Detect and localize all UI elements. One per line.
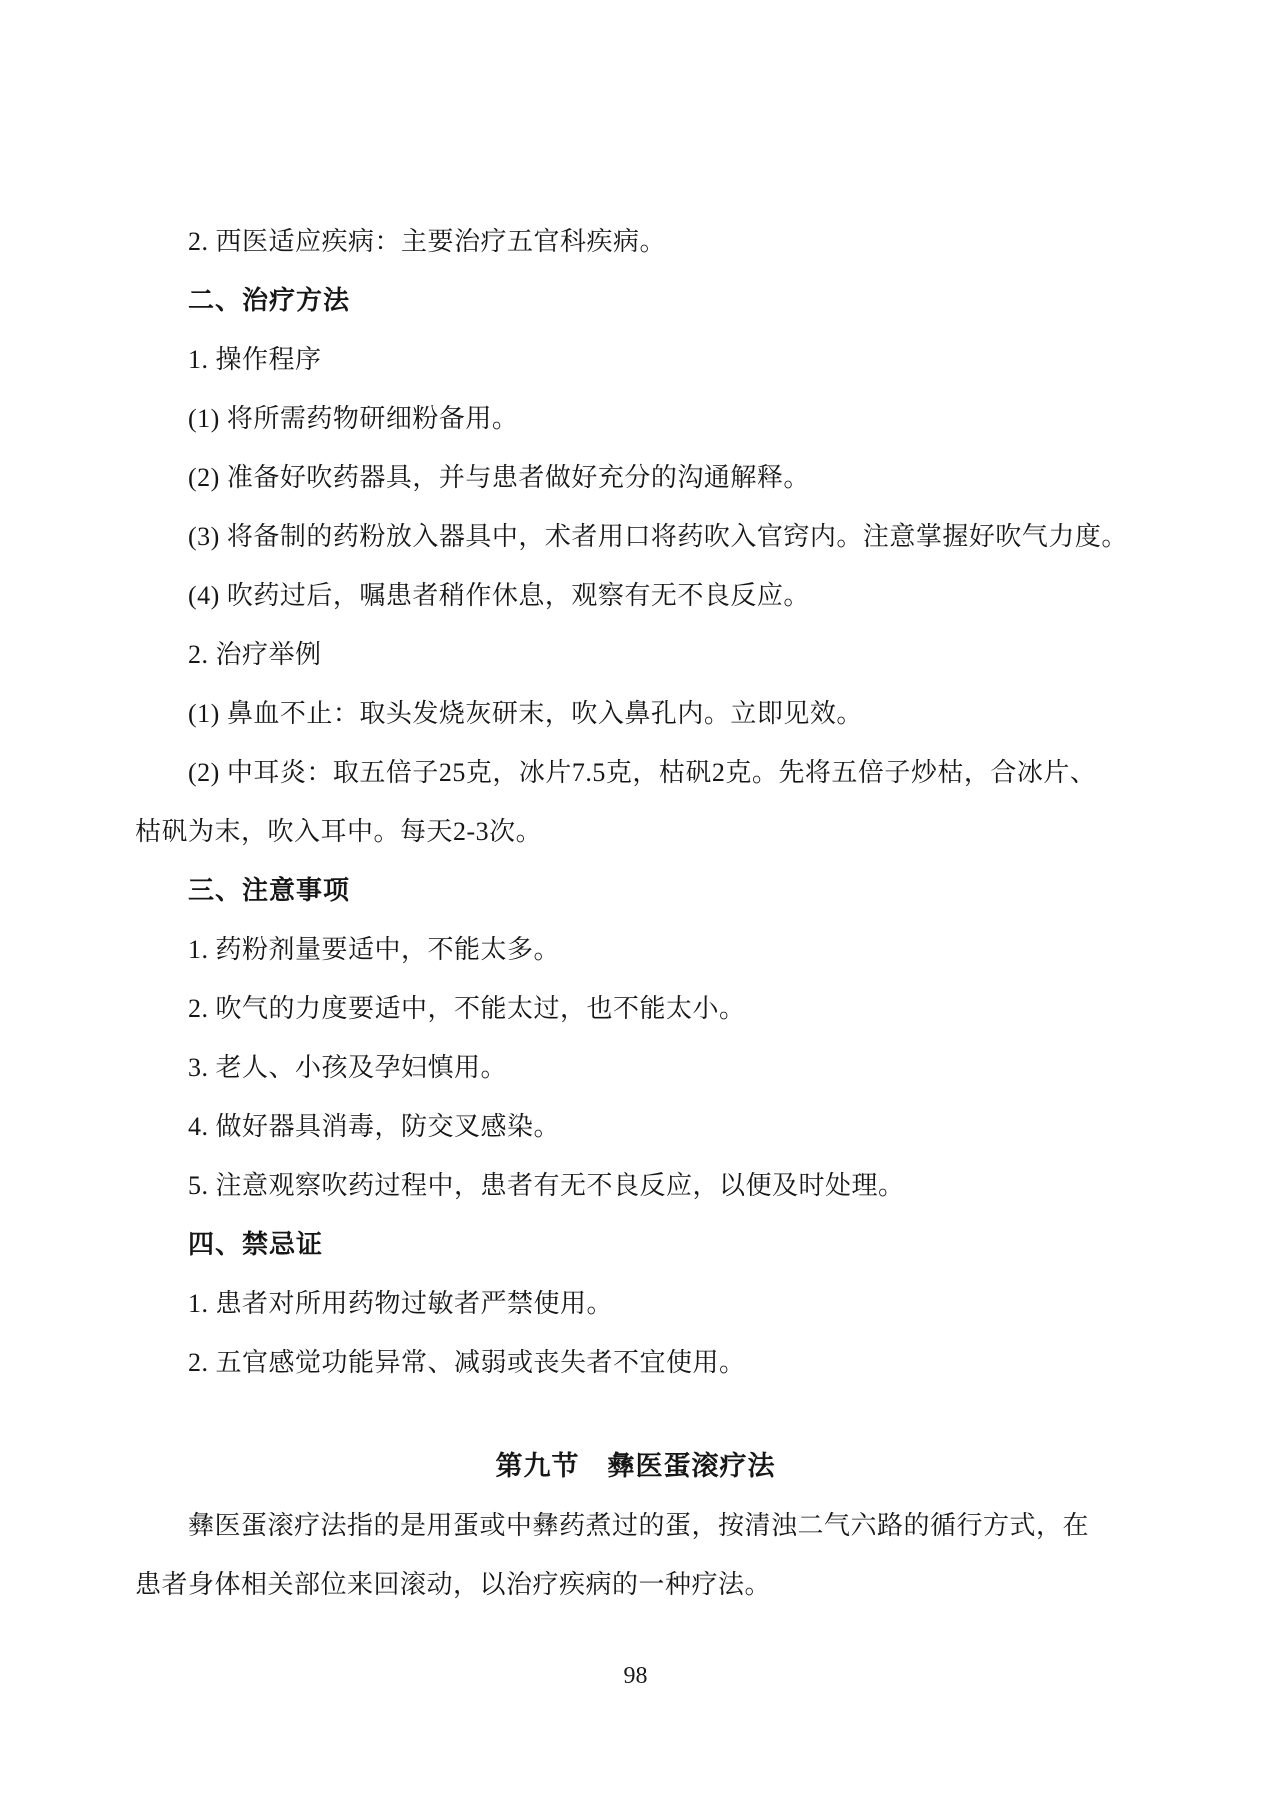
paragraph-line: 彝医蛋滚疗法指的是用蛋或中彝药煮过的蛋，按清浊二气六路的循行方式，在	[188, 1511, 1090, 1540]
chapter-title: 第九节 彝医蛋滚疗法	[495, 1451, 776, 1481]
paragraph-line: (4) 吹药过后，嘱患者稍作休息，观察有无不良反应。	[188, 581, 810, 610]
section-subheading: 二、治疗方法	[188, 285, 351, 315]
paragraph-line: (1) 鼻血不止：取头发烧灰研末，吹入鼻孔内。立即见效。	[188, 699, 863, 728]
paragraph-line: 1. 患者对所用药物过敏者严禁使用。	[188, 1289, 614, 1318]
page-number: 98	[623, 1663, 648, 1689]
paragraph-line: (2) 准备好吹药器具，并与患者做好充分的沟通解释。	[188, 463, 810, 492]
section-gap	[135, 1392, 1136, 1437]
paragraph-line: (2) 中耳炎：取五倍子25克，冰片7.5克，枯矾2克。先将五倍子炒枯，合冰片、	[188, 758, 1097, 787]
paragraph-line: 2. 西医适应疾病：主要治疗五官科疾病。	[188, 227, 667, 256]
section-subheading: 三、注意事项	[188, 875, 351, 905]
paragraph-line: 2. 五官感觉功能异常、减弱或丧失者不宜使用。	[188, 1348, 746, 1377]
paragraph-line: 患者身体相关部位来回滚动，以治疗疾病的一种疗法。	[135, 1570, 772, 1599]
section-subheading: 四、禁忌证	[188, 1229, 324, 1259]
paragraph-line: 1. 药粉剂量要适中，不能太多。	[188, 935, 561, 964]
paragraph-line: 2. 吹气的力度要适中，不能太过，也不能太小。	[188, 994, 746, 1023]
paragraph-line: 5. 注意观察吹药过程中，患者有无不良反应，以便及时处理。	[188, 1171, 905, 1200]
paragraph-line: 4. 做好器具消毒，防交叉感染。	[188, 1112, 561, 1141]
paragraph-line: 2. 治疗举例	[188, 640, 322, 669]
paragraph-line: 1. 操作程序	[188, 345, 322, 374]
paragraph-line: 3. 老人、小孩及孕妇慎用。	[188, 1053, 508, 1082]
paragraph-line: (3) 将备制的药粉放入器具中，术者用口将药吹入官窍内。注意掌握好吹气力度。	[188, 522, 1128, 551]
paragraph-line: 枯矾为末，吹入耳中。每天2-3次。	[135, 817, 543, 846]
paragraph-line: (1) 将所需药物研细粉备用。	[188, 404, 519, 433]
